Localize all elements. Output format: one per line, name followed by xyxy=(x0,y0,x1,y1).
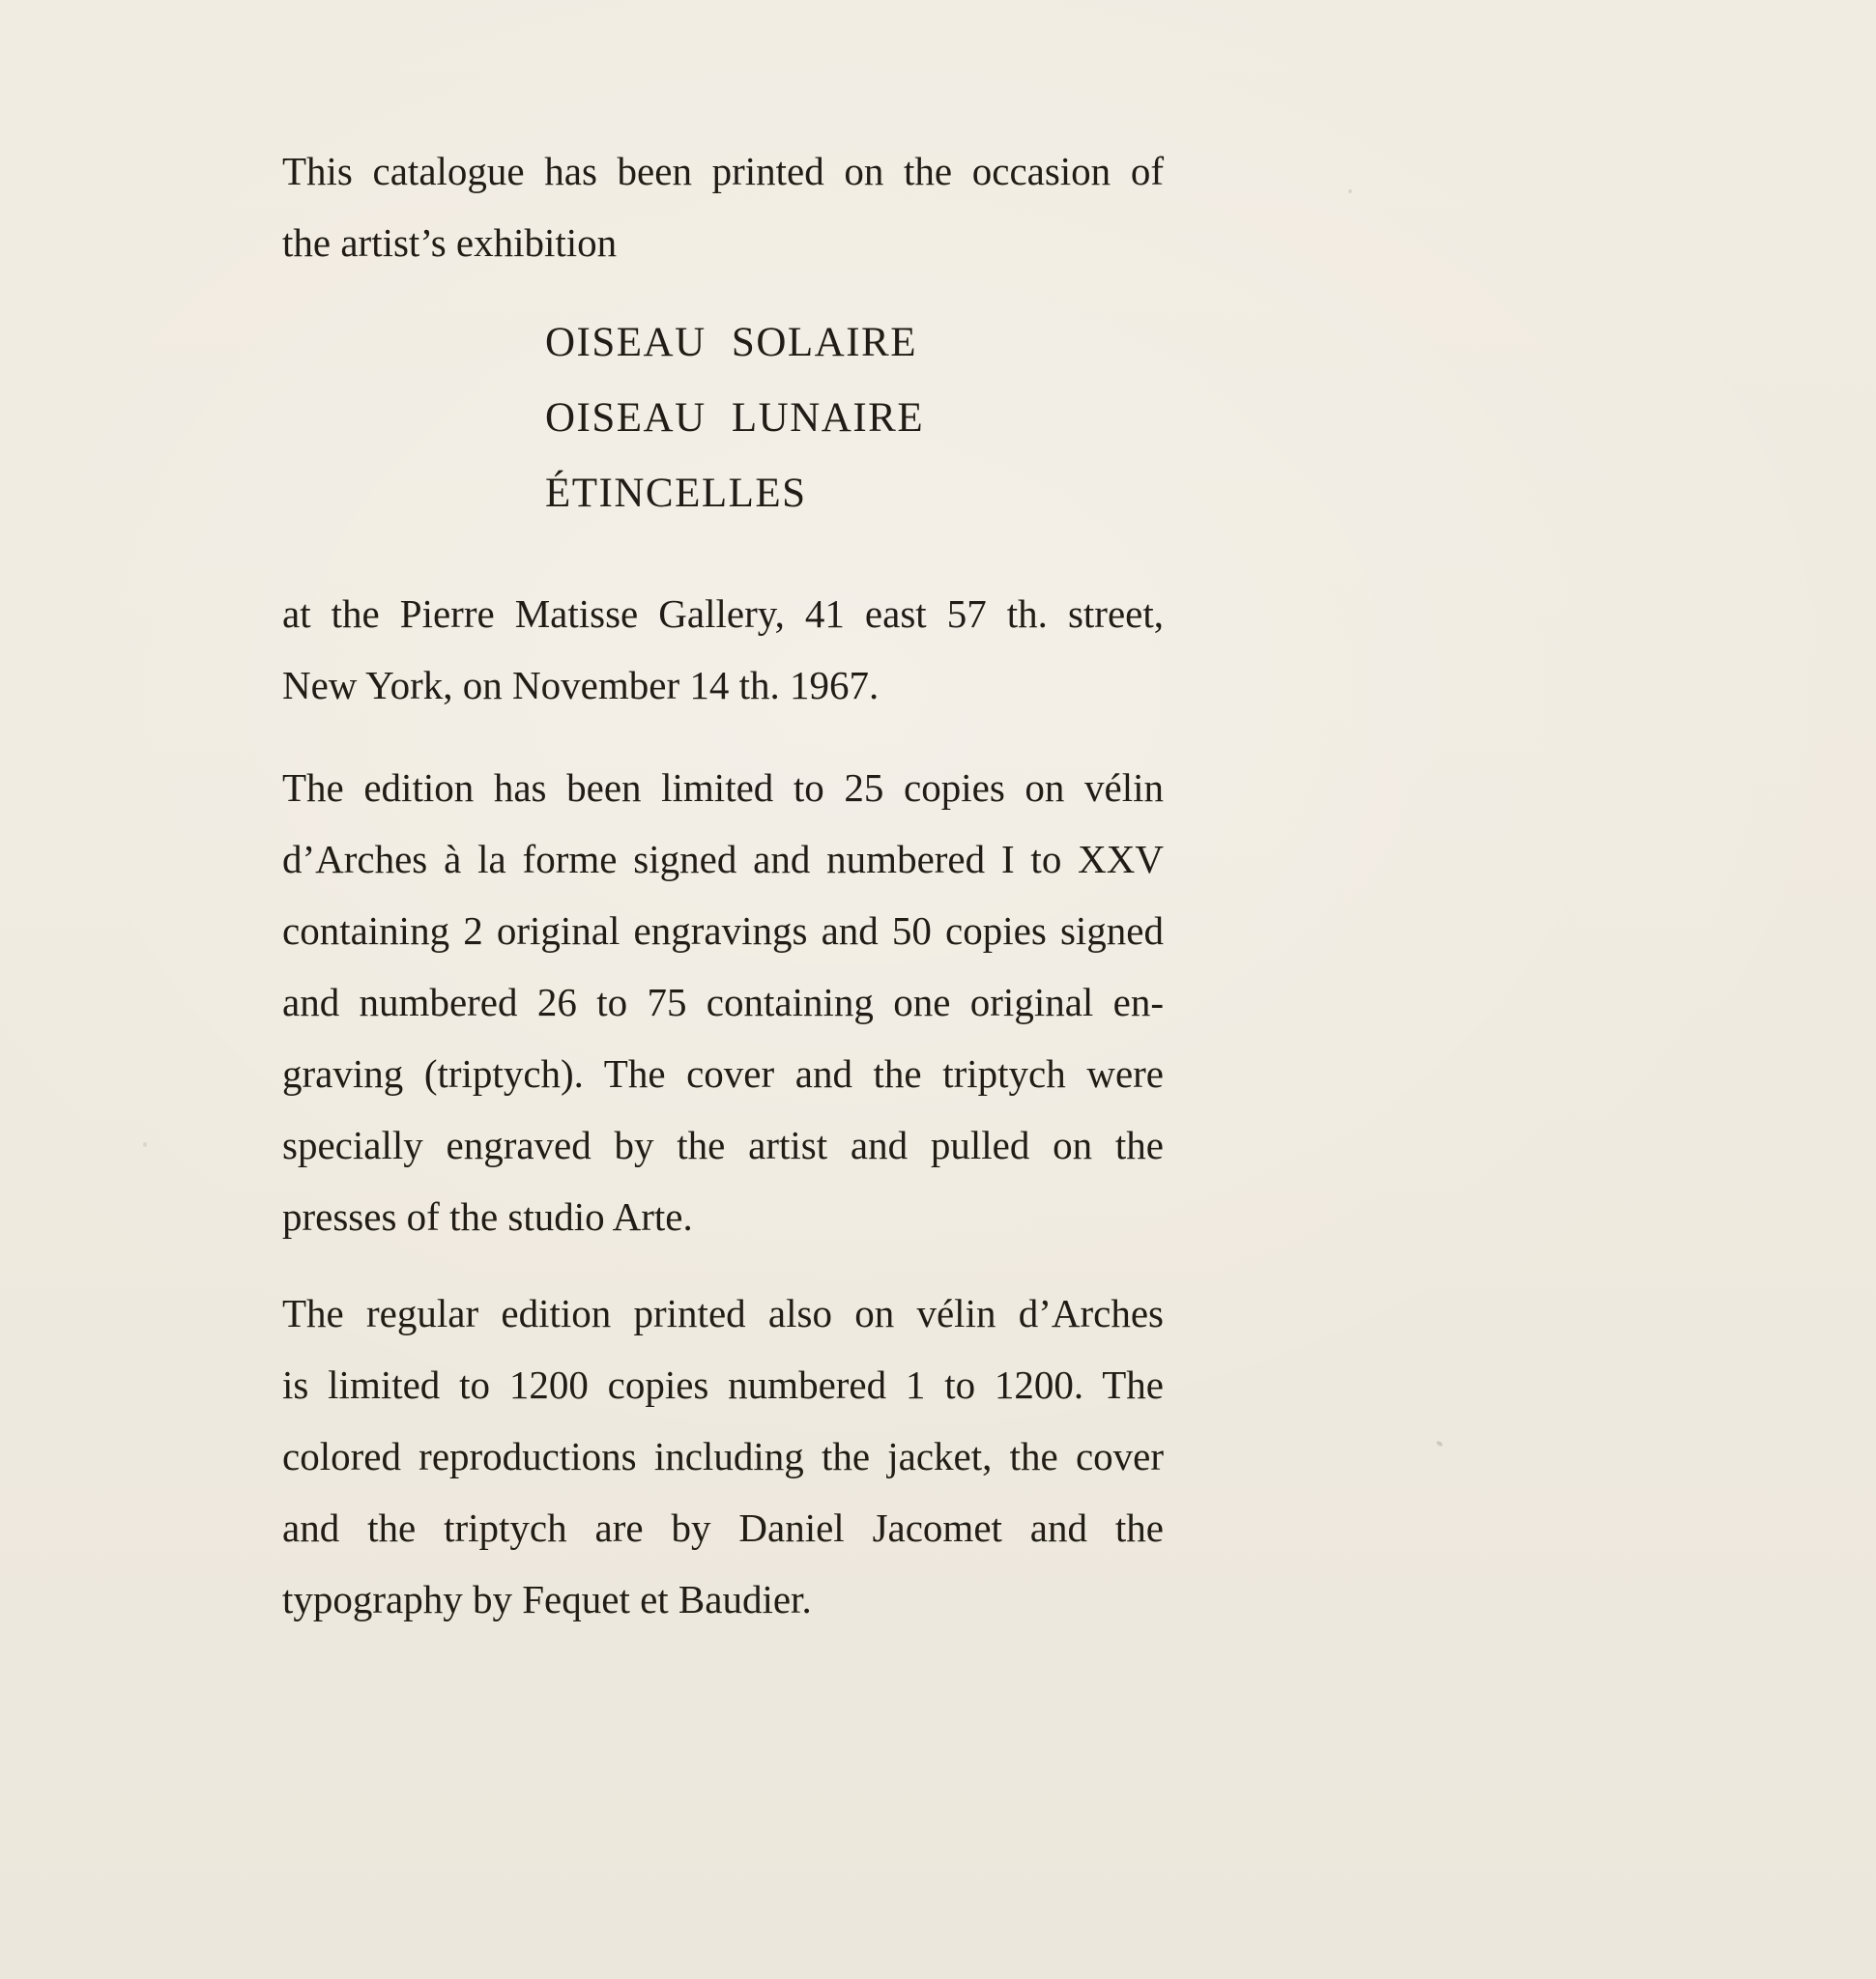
venue-paragraph xyxy=(282,578,1164,721)
text-line: and numbered 26 to 75 containing one original en- xyxy=(282,980,1164,1024)
text-line: presses of the studio Arte. xyxy=(282,1194,693,1239)
text-line: specially engraved by the artist and pulled on the xyxy=(282,1123,1164,1167)
text-line: is limited to 1200 copies numbered 1 to 1200. The xyxy=(282,1362,1164,1407)
text-line: ÉTINCELLES xyxy=(545,471,807,516)
paper-speck xyxy=(1435,1440,1443,1447)
text-line: d’Arches à la forme signed and numbered I to XXV xyxy=(282,837,1164,881)
text-line: colored reproductions including the jacket, the cover xyxy=(282,1434,1164,1478)
text-line: This catalogue has been printed on the occasion of xyxy=(282,149,1164,193)
colophon-text-block xyxy=(282,0,1164,1635)
text-line: containing 2 original engravings and 50 copies signed xyxy=(282,908,1164,953)
text-line: The edition has been limited to 25 copies on vélin xyxy=(282,765,1164,810)
text-line: at the Pierre Matisse Gallery, 41 east 57 th. street, xyxy=(282,591,1164,636)
paper-speck xyxy=(143,1142,147,1147)
exhibition-title-block xyxy=(282,305,1164,531)
text-line: the artist’s exhibition xyxy=(282,220,618,265)
text-line: OISEAU LUNAIRE xyxy=(545,395,925,441)
text-line: and the triptych are by Daniel Jacomet and the xyxy=(282,1506,1164,1550)
text-line: typography by Fequet et Baudier. xyxy=(282,1577,812,1621)
intro-paragraph xyxy=(282,135,1164,278)
text-line: graving (triptych). The cover and the triptych were xyxy=(282,1051,1164,1096)
paper-speck xyxy=(1348,189,1352,193)
text-line: The regular edition printed also on vélin d’Arches xyxy=(282,1291,1164,1335)
limited-edition-paragraph xyxy=(282,752,1164,1252)
regular-edition-paragraph xyxy=(282,1277,1164,1635)
text-line: New York, on November 14 th. 1967. xyxy=(282,663,880,707)
text-line: OISEAU SOLAIRE xyxy=(545,320,917,365)
